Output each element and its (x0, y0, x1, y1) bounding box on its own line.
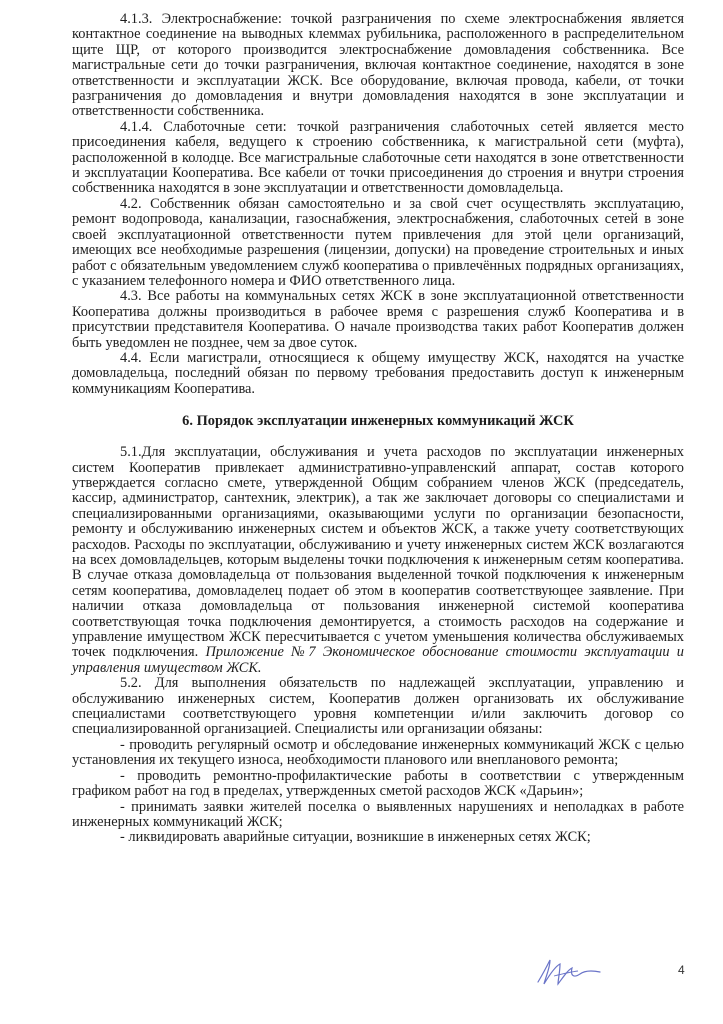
paragraph-4-3: 4.3. Все работы на коммунальных сетях ЖСК в зоне эксплуатационной ответственности Кооператива должны производиться в рабочее время с разрешения служб Кооператива и в присутствии представителя Кооператива. О начале производства таких работ Кооператив должен быть уведомлен не позднее, чем за двое суток. (72, 288, 684, 351)
paragraph-5-1 (72, 445, 684, 676)
document-body (72, 12, 684, 846)
paragraph-4-2: 4.2. Собственник обязан самостоятельно и за свой счет осуществлять эксплуатацию, ремонт водопровода, канализации, газоснабжения, электроснабжения, слаботочных сетей в зоне своей эксплуатационной ответственности путем привлечения для этой цели организаций, имеющих все необходимые разрешения (лицензии, допуски) на проведение строительных и иных работ с обязательным уведомлением служб кооператива о привлечённых подрядных организациях, с указанием телефонного номера и ФИО ответственного лица. (72, 195, 684, 289)
list-item: - ликвидировать аварийные ситуации, возникшие в инженерных сетях ЖСК; (120, 829, 591, 846)
section-heading: 6. Порядок эксплуатации инженерных коммуникаций ЖСК (182, 413, 574, 430)
paragraph-5-2: 5.2. Для выполнения обязательств по надлежащей эксплуатации, управлению и обслуживанию инженерных систем, Кооператив должен организовать их обслуживание специалистами соответствующего уровня компетенции и/или заключить договор со специализированной организацией. Специалисты или организации обязаны: (72, 675, 684, 738)
paragraph-4-1-4: 4.1.4. Слаботочные сети: точкой разграничения слаботочных сетей является место присоединения кабеля, ведущего к строению собственника, к магистральной сети (муфта), расположенной в колодце. Все магистральные слаботочные сети находятся в зоне ответственности и эксплуатации Кооператива. Все кабели от точки присоединения до строения и внутри строения собственника находятся в зоне эксплуатации и ответственности домовладельца. (72, 118, 684, 197)
paragraph-4-4: 4.4. Если магистрали, относящиеся к общему имуществу ЖСК, находятся на участке домовладельца, последний обязан по первому требования предоставить доступ к инженерным коммуникациям Кооператива. (72, 349, 684, 397)
spacer (72, 397, 684, 413)
handwritten-signature (534, 954, 604, 990)
list-item: - проводить регулярный осмотр и обследование инженерных коммуникаций ЖСК с целью установления их текущего износа, необходимости планового или внепланового ремонта; (72, 736, 684, 769)
spacer (72, 429, 684, 445)
list-item: - принимать заявки жителей поселка о выявленных нарушениях и неполадках в работе инженерных коммуникаций ЖСК; (72, 798, 684, 830)
paragraph-5-1-text: 5.1.Для эксплуатации, обслуживания и учета расходов по эксплуатации инженерных систем Кооператив привлекает административно-управленский аппарат, состав которого утверждается согласно смете, утвержденной Общим собранием членов ЖСК (председатель, кассир, администратор, сантехник, электрик), а так же заключает договоры со специалистами и специализированными организациями, оказывающими услуги по организации безопасности, ремонту и обслуживанию инженерных систем и объектов ЖСК, а также учету соответствующих расходов. Расходы по эксплуатации, обслуживанию и учету инженерных систем ЖСК возлагаются на всех домовладельцев, которым выделены точки подключения к инженерным сетям кооператива. В случае отказа домовладельца от пользования выделенной точкой подключения к инженерным сетям кооператива, домовладелец подает об этом в кооператив соответствующее заявление. При наличии отказа домовладельца от пользования инженерной системой кооператива соответствующая точка подключения демонтируется, а стоимость расходов на содержание и управление имуществом ЖСК пересчитывается с учетом уменьшения количества обслуживаемых точек подключения. (72, 444, 684, 661)
list-item: - проводить ремонтно-профилактические работы в соответствии с утвержденным графиком работ на год в пределах, утвержденных сметой расходов ЖСК «Дарьин»; (72, 767, 684, 800)
page-number: 4 (678, 963, 685, 977)
paragraph-4-1-3: 4.1.3. Электроснабжение: точкой разграничения по схеме электроснабжения является контактное соединение на выводных клеммах рубильника, расположенного в распределительном щите ЩР, от которого производится электроснабжение домовладения собственника. Все магистральные сети до точки разграничения, включая контактное соединение, находятся в зоне ответственности и эксплуатации ЖСК. Все оборудование, включая провода, кабели, от точки разграничения до домовладения и внутри домовладения находятся в зоне эксплуатации и ответственности собственника. (72, 11, 684, 120)
appendix-reference: Приложение №7 Экономическое обоснование стоимости эксплуатации и управления имуществом ЖСК. (72, 644, 684, 676)
